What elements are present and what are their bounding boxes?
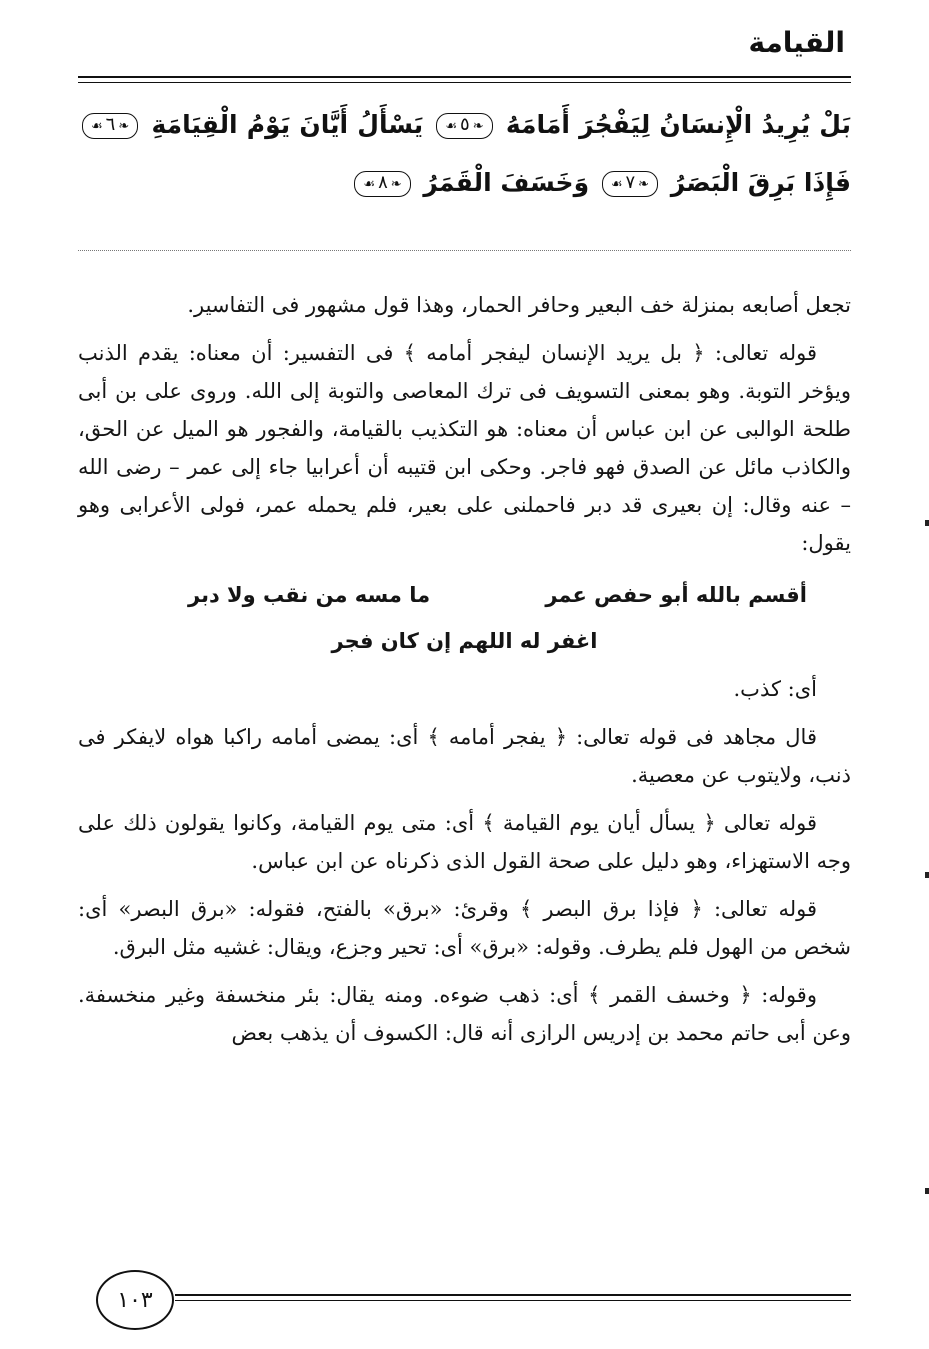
verse-text: يَسْأَلُ أَيَّانَ يَوْمُ الْقِيَامَةِ xyxy=(151,110,424,139)
paragraph: قوله تعالى ﴿ يسأل أيان يوم القيامة ﴾ أى: متى يوم القيامة، وكانوا يقولون ذلك على وجه الاستهزاء، وهو دليل على صحة القول الذى ذكرناه عن ابن عباس. xyxy=(78,811,851,873)
header-rule-thick xyxy=(78,76,851,78)
scan-edge-mark xyxy=(925,872,929,878)
ayah-number-marker: ❧ ٦ ☙ xyxy=(82,113,138,139)
poem-hemistich-right: أقسم بالله أبو حفص عمر xyxy=(545,583,807,607)
paragraph: قوله تعالى: ﴿ بل يريد الإنسان ليفجر أمامه ﴾ فى التفسير: أن معناه: يقدم الذنب ويؤخر التوبة. وهو بمعنى التسويف فى ترك المعاصى والتوبة إلى الله. وروى على بن أبى طلحة الوالبى عن ابن عباس أن معناه: هو التكذيب بالقيامة، والفجور هو الميل عن الحق، والكاذب مائل عن الصدق فهو فاجر. وحكى ابن قتيبه أن أعرابيا جاء إلى عمر – رضى الله – عنه وقال: إن بعيرى قد دبر فاحملنى على بعير، فلم يحمله عمر، فولى الأعرابى وهو يقول: xyxy=(78,341,851,555)
quran-verses xyxy=(78,96,851,212)
footer-rule-thick xyxy=(175,1294,851,1296)
paragraph: أى: كذب. xyxy=(733,677,817,701)
poem-verse xyxy=(78,572,851,618)
commentary-body xyxy=(78,286,851,1062)
surah-title: القيامة xyxy=(748,26,845,59)
paragraph: قوله تعالى: ﴿ فإذا برق البصر ﴾ وقرئ: «برق» بالفتح، فقوله: «برق البصر» أى: شخص من الهول فلم يطرف. وقوله: «برق» أى: تحير وجزع، ويقال: غشيه مثل البرق. xyxy=(78,897,851,959)
poem xyxy=(78,572,851,664)
paragraph: وقوله: ﴿ وخسف القمر ﴾ أى: ذهب ضوءه. ومنه يقال: بئر منخسفة وغير منخسفة. وعن أبى حاتم محمد بن إدريس الرازى أنه قال: الكسوف أن يذهب بعض xyxy=(78,983,851,1045)
footer-rule-thin xyxy=(175,1300,851,1301)
scan-edge-mark xyxy=(925,1188,929,1194)
verse-text: فَإِذَا بَرِقَ الْبَصَرُ xyxy=(670,168,851,197)
header-rule-thin xyxy=(78,82,851,83)
scan-edge-mark xyxy=(925,520,929,526)
ayah-number-marker: ❧ ٧ ☙ xyxy=(602,171,658,197)
paragraph: قال مجاهد فى قوله تعالى: ﴿ يفجر أمامه ﴾ أى: يمضى أمامه راكبا هواه لايفكر فى ذنب، ولايتوب عن معصية. xyxy=(78,725,851,787)
ayah-number-marker: ❧ ٨ ☙ xyxy=(354,171,410,197)
ayah-number-marker: ❧ ٥ ☙ xyxy=(436,113,492,139)
section-separator xyxy=(78,250,851,251)
paragraph: تجعل أصابعه بمنزلة خف البعير وحافر الحمار، وهذا قول مشهور فى التفاسير. xyxy=(187,293,851,317)
page-number: ١٠٣ xyxy=(96,1270,174,1330)
poem-verse-center: اغفر له اللهم إن كان فجر xyxy=(331,629,598,653)
verse-text: بَلْ يُرِيدُ الْإِنسَانُ لِيَفْجُرَ أَمَامَهُ xyxy=(505,110,852,139)
poem-hemistich-left: ما مسه من نقب ولا دبر xyxy=(188,583,431,607)
verse-text: وَخَسَفَ الْقَمَرُ xyxy=(423,168,590,197)
